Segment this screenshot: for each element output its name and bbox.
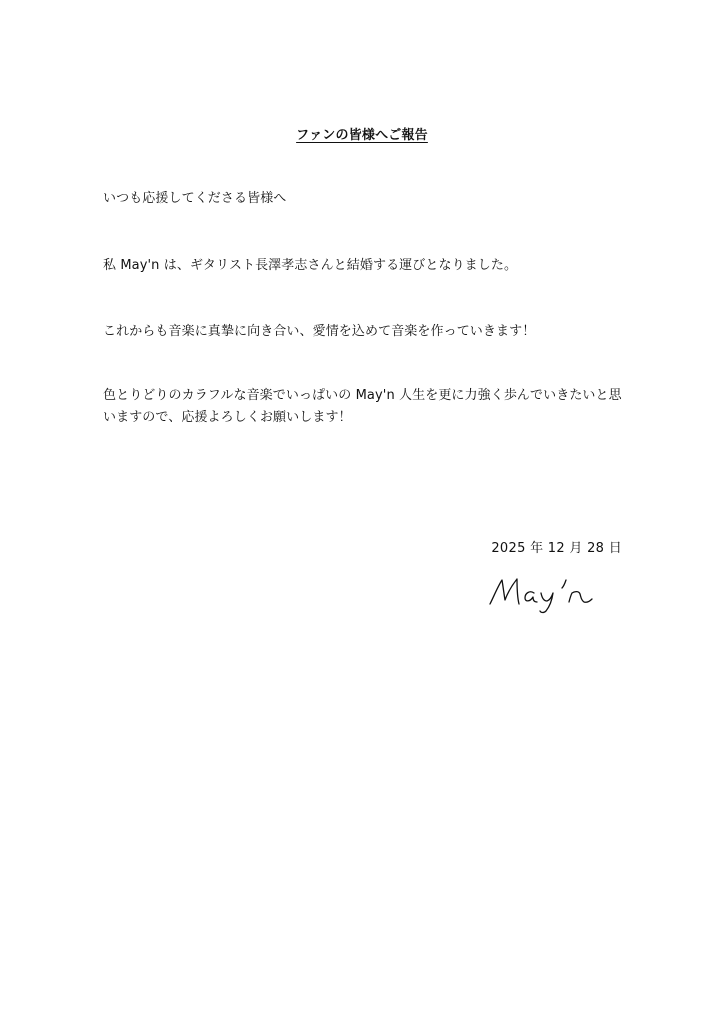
handwritten-signature: [486, 574, 606, 614]
closing-text: 色とりどりのカラフルな音楽でいっぱいの May'n 人生を更に力強く歩んでいきたいと思いますので、応援よろしくお願いします！: [103, 388, 622, 425]
announcement-text: 私 May'n は、ギタリスト長澤孝志さんと結婚する運びとなりました。: [103, 258, 518, 273]
message-text: これからも音楽に真摯に向き合い、愛情を込めて音楽を作っていきます！: [103, 324, 536, 339]
greeting-text: いつも応援してくださる皆様へ: [103, 191, 287, 206]
letter-title: ファンの皆様へご報告: [296, 128, 428, 143]
letter-date: 2025 年 12 月 28 日: [491, 541, 622, 556]
